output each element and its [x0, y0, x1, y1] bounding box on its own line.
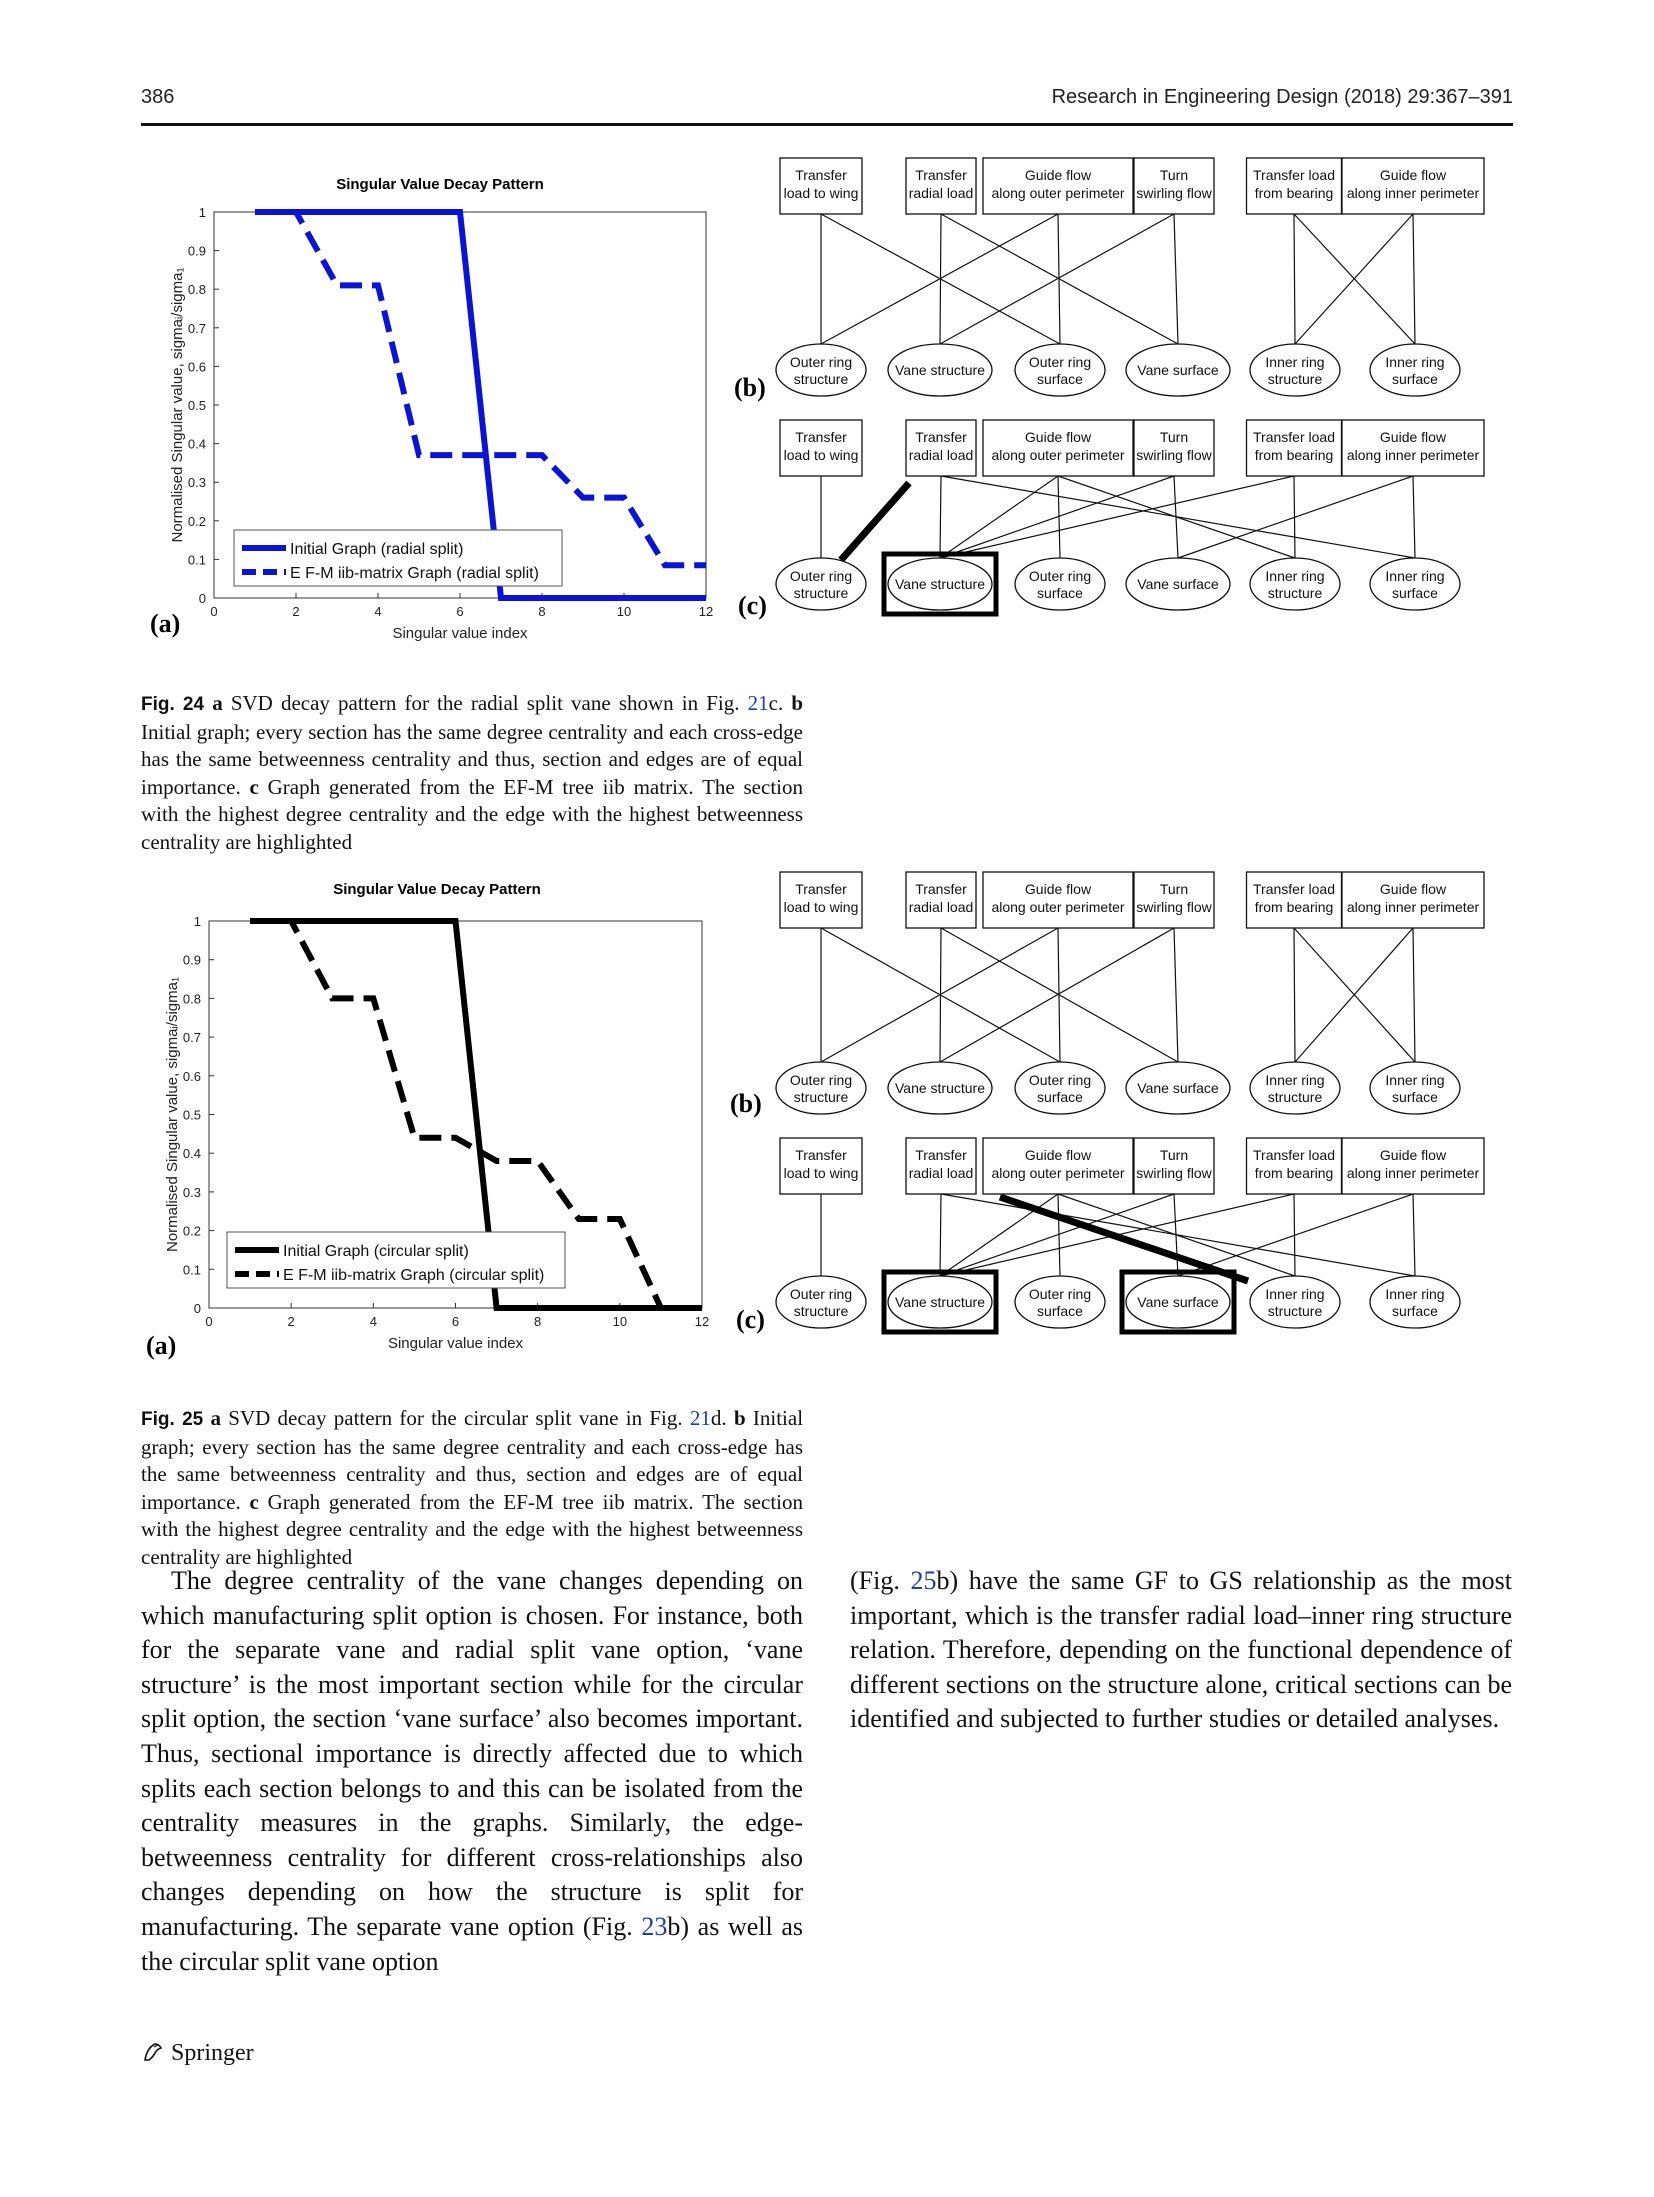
x-tick-label: 6 — [451, 1314, 460, 1329]
journal-citation: Research in Engineering Design (2018) 29:367–391 — [1051, 86, 1513, 108]
x-tick-label: 4 — [374, 604, 382, 619]
y-tick-label: 0.3 — [182, 1184, 201, 1200]
x-axis-label: Singular value index — [392, 625, 528, 642]
section-label: Outer ring — [1028, 568, 1092, 584]
section-label: Outer ring — [789, 1286, 853, 1302]
function-label: from bearing — [1254, 185, 1334, 201]
section-label: Vane structure — [894, 1080, 986, 1096]
caption-part-b: b — [791, 691, 804, 715]
springer-horse-icon — [141, 2040, 165, 2064]
graph-edge — [1413, 928, 1415, 1062]
fig25-efm-graph — [776, 1138, 1484, 1332]
function-label: along outer perimeter — [991, 1165, 1125, 1181]
function-label: Transfer load — [1253, 429, 1335, 445]
x-tick-label: 10 — [612, 1314, 628, 1329]
function-label: Transfer — [795, 167, 847, 183]
x-tick-label: 2 — [292, 604, 300, 619]
section-node — [776, 558, 866, 610]
fig24-initial-graph — [776, 158, 1484, 396]
figure-link[interactable]: 25 — [910, 1566, 937, 1595]
function-label: Transfer — [795, 429, 847, 445]
y-tick-label: 0.1 — [187, 552, 206, 568]
caption-text: d. — [710, 1406, 734, 1430]
graph-edge — [940, 1194, 1174, 1276]
section-label: structure — [1267, 1303, 1323, 1319]
body-paragraph-end: b) as well as the circular split vane option — [141, 1911, 803, 1976]
section-node — [1015, 344, 1105, 396]
section-label: surface — [1392, 371, 1438, 387]
function-label: from bearing — [1254, 447, 1334, 463]
y-tick-label: 0.9 — [182, 952, 201, 968]
section-label: structure — [1267, 371, 1323, 387]
x-tick-label: 12 — [694, 1314, 710, 1329]
fig24-caption — [141, 690, 803, 856]
graph-edge — [1174, 928, 1178, 1062]
header-rule — [141, 123, 1513, 126]
x-tick-label: 0 — [210, 604, 218, 619]
panel-label-c: (c) — [738, 591, 767, 620]
function-label: Turn — [1159, 167, 1189, 183]
graph-edge — [940, 214, 1174, 344]
section-label: Vane surface — [1137, 1294, 1219, 1310]
figure-link[interactable]: 23 — [641, 1911, 668, 1941]
fig25-chart — [140, 874, 730, 1364]
y-tick-label: 0.1 — [182, 1262, 201, 1278]
function-label: radial load — [908, 1165, 974, 1181]
function-label: Transfer — [915, 1147, 967, 1163]
y-tick-label: 0.2 — [187, 513, 206, 529]
graph-edge — [1178, 1194, 1413, 1276]
x-tick-label: 6 — [456, 604, 464, 619]
section-label: Vane structure — [894, 362, 986, 378]
section-label: Outer ring — [1028, 1072, 1092, 1088]
graph-edge — [940, 476, 1174, 558]
publisher-name: Springer — [171, 2040, 254, 2066]
legend-entry: Initial Graph (circular split) — [283, 1243, 469, 1260]
function-label: radial load — [908, 185, 974, 201]
graph-edge — [1174, 214, 1178, 344]
function-label: Transfer — [795, 1147, 847, 1163]
section-node — [776, 1062, 866, 1114]
panel-label-a: (a) — [146, 1331, 177, 1360]
function-label: swirling flow — [1136, 185, 1212, 201]
section-node — [1015, 1276, 1105, 1328]
section-label: structure — [793, 585, 849, 601]
function-label: Guide flow — [1379, 1147, 1447, 1163]
legend-entry: E F-M iib-matrix Graph (radial split) — [290, 565, 539, 582]
y-tick-label: 1 — [193, 914, 201, 929]
function-label: Transfer load — [1253, 881, 1335, 897]
function-label: along inner perimeter — [1346, 1165, 1480, 1181]
section-label: Vane surface — [1137, 1080, 1219, 1096]
graph-edge — [940, 928, 1174, 1062]
section-node — [1250, 1062, 1340, 1114]
page-number: 386 — [141, 86, 175, 108]
footer-publisher — [141, 2040, 254, 2067]
section-label: surface — [1392, 1089, 1438, 1105]
x-tick-label: 8 — [534, 1314, 542, 1329]
function-label: along outer perimeter — [991, 899, 1125, 915]
x-tick-label: 4 — [369, 1314, 377, 1329]
y-tick-label: 0.2 — [182, 1223, 201, 1239]
function-label: along inner perimeter — [1346, 899, 1480, 915]
function-label: along outer perimeter — [991, 447, 1125, 463]
fig25-graphs — [720, 866, 1510, 1346]
x-tick-label: 8 — [538, 604, 546, 619]
caption-label: Fig. 25 — [141, 1409, 204, 1430]
caption-text: SVD decay pattern for the radial split vane shown in Fig. — [230, 691, 748, 715]
y-axis-label: Normalised Singular value, sigmaᵢ/sigma₁ — [164, 976, 181, 1253]
fig24-graphs — [720, 152, 1510, 622]
section-node — [1250, 344, 1340, 396]
section-label: surface — [1037, 585, 1083, 601]
section-label: surface — [1037, 371, 1083, 387]
body-right-column — [850, 1564, 1512, 1737]
section-label: Vane structure — [894, 576, 986, 592]
fig24-efm-graph — [776, 420, 1484, 614]
caption-part-a: a — [212, 691, 223, 715]
graph-edge — [940, 1194, 1058, 1276]
function-label: Transfer — [915, 429, 967, 445]
x-tick-label: 2 — [287, 1314, 295, 1329]
fig24-chart — [140, 170, 730, 660]
section-label: structure — [793, 371, 849, 387]
function-label: Guide flow — [1024, 1147, 1092, 1163]
section-node — [776, 1276, 866, 1328]
chart-title: Singular Value Decay Pattern — [336, 176, 544, 193]
function-label: Transfer load — [1253, 167, 1335, 183]
y-tick-label: 0.4 — [182, 1146, 201, 1162]
function-label: radial load — [908, 447, 974, 463]
function-label: Guide flow — [1379, 429, 1447, 445]
section-label: Inner ring — [1265, 354, 1325, 370]
section-node — [1015, 558, 1105, 610]
chart-title: Singular Value Decay Pattern — [333, 881, 541, 898]
caption-label: Fig. 24 — [141, 694, 205, 715]
function-label: load to wing — [783, 185, 859, 201]
panel-label-b: (b) — [730, 1089, 762, 1118]
graph-edge — [1413, 1194, 1415, 1276]
function-label: Turn — [1159, 429, 1189, 445]
function-label: Guide flow — [1379, 881, 1447, 897]
graph-edge — [1413, 214, 1415, 344]
caption-text: Initial graph; every section has the same degree centrality and each cross-edge has the same betweenness centrality and thus, section and edges are of equal importance. — [141, 1406, 804, 1514]
section-label: Vane surface — [1137, 362, 1219, 378]
caption-text: c. — [768, 691, 792, 715]
highlighted-edge — [841, 483, 909, 560]
body-left-column — [141, 1564, 803, 1979]
y-tick-label: 0.6 — [187, 359, 206, 375]
function-label: from bearing — [1254, 899, 1334, 915]
y-tick-label: 0.5 — [182, 1107, 201, 1123]
figure-link[interactable]: 21 — [689, 1406, 711, 1430]
function-label: Guide flow — [1024, 429, 1092, 445]
section-label: Outer ring — [789, 354, 853, 370]
function-label: Transfer — [795, 881, 847, 897]
y-tick-label: 0.8 — [187, 282, 206, 298]
function-label: Guide flow — [1024, 167, 1092, 183]
y-tick-label: 0.8 — [182, 991, 201, 1007]
section-node — [1370, 558, 1460, 610]
legend-entry: Initial Graph (radial split) — [290, 541, 464, 558]
x-tick-label: 0 — [205, 1314, 213, 1329]
section-label: surface — [1037, 1303, 1083, 1319]
caption-part-c: c — [249, 774, 259, 799]
section-label: structure — [1267, 585, 1323, 601]
y-tick-label: 0.3 — [187, 475, 206, 491]
section-label: structure — [793, 1303, 849, 1319]
panel-label-a: (a) — [150, 609, 181, 638]
caption-text: Initial graph; every section has the same degree centrality and each cross-edge has the same betweenness centrality and thus, section and edges are of equal importance. — [141, 719, 803, 799]
graph-edge — [1413, 476, 1415, 558]
graph-edge — [940, 476, 941, 558]
function-label: along inner perimeter — [1346, 185, 1480, 201]
section-node — [1370, 344, 1460, 396]
section-label: Inner ring — [1385, 354, 1445, 370]
function-label: Guide flow — [1024, 881, 1092, 897]
function-label: Guide flow — [1379, 167, 1447, 183]
function-label: Transfer — [915, 881, 967, 897]
graph-edge — [1294, 214, 1295, 344]
graph-edge — [940, 1194, 941, 1276]
y-tick-label: 0.6 — [182, 1068, 201, 1084]
function-label: Turn — [1159, 1147, 1189, 1163]
y-tick-label: 1 — [198, 205, 206, 220]
x-tick-label: 12 — [698, 604, 714, 619]
y-tick-label: 0.9 — [187, 243, 206, 259]
section-label: Outer ring — [789, 568, 853, 584]
graph-edge — [1294, 928, 1295, 1062]
function-label: load to wing — [783, 1165, 859, 1181]
fig25-caption — [141, 1405, 803, 1571]
section-label: Outer ring — [1028, 354, 1092, 370]
fig24-plot-area — [169, 205, 713, 642]
panel-label-b: (b) — [734, 373, 766, 402]
function-label: swirling flow — [1136, 899, 1212, 915]
caption-text: Graph generated from the EF-M tree iib matrix. The section with the highest degree centrality and the edge with the highest betweenness centrality are highlighted — [141, 774, 803, 854]
highlighted-edge — [1000, 1197, 1248, 1281]
function-label: from bearing — [1254, 1165, 1334, 1181]
function-label: Transfer — [915, 167, 967, 183]
section-label: Inner ring — [1385, 1072, 1445, 1088]
section-label: Inner ring — [1385, 568, 1445, 584]
legend-entry: E F-M iib-matrix Graph (circular split) — [283, 1267, 545, 1284]
function-label: radial load — [908, 899, 974, 915]
caption-part-a: a — [210, 1406, 221, 1430]
y-tick-label: 0.7 — [187, 320, 206, 336]
section-label: Inner ring — [1265, 1286, 1325, 1302]
section-node — [1250, 1276, 1340, 1328]
body-paragraph-end: b) have the same GF to GS relationship as the most important, which is the transfer radial load–inner ring structure relation. Therefore, depending on the functional dependence of different sections on the structure alone, critical sections can be identified and subjected to further studies or detailed analyses. — [850, 1566, 1513, 1734]
function-label: swirling flow — [1136, 1165, 1212, 1181]
fig25-initial-graph — [776, 872, 1484, 1114]
x-axis-label: Singular value index — [387, 1335, 524, 1352]
graph-edge — [940, 476, 1294, 558]
caption-part-b: b — [733, 1406, 746, 1430]
function-label: Turn — [1159, 881, 1189, 897]
caption-text: SVD decay pattern for the circular split vane in Fig. — [228, 1406, 690, 1430]
body-paragraph: (Fig. — [850, 1566, 911, 1595]
section-label: surface — [1392, 585, 1438, 601]
function-label: load to wing — [783, 447, 859, 463]
section-node — [1370, 1062, 1460, 1114]
section-node — [776, 344, 866, 396]
function-label: swirling flow — [1136, 447, 1212, 463]
function-label: load to wing — [783, 899, 859, 915]
caption-part-c: c — [249, 1489, 259, 1514]
section-label: Inner ring — [1385, 1286, 1445, 1302]
section-label: structure — [1267, 1089, 1323, 1105]
section-label: surface — [1037, 1089, 1083, 1105]
y-tick-label: 0 — [193, 1301, 201, 1316]
section-label: Outer ring — [789, 1072, 853, 1088]
function-label: along outer perimeter — [991, 185, 1125, 201]
section-node — [1015, 1062, 1105, 1114]
section-label: surface — [1392, 1303, 1438, 1319]
section-label: Inner ring — [1265, 568, 1325, 584]
graph-edge — [1178, 476, 1413, 558]
section-node — [1370, 1276, 1460, 1328]
y-tick-label: 0.5 — [187, 398, 206, 413]
fig25-plot-area — [164, 914, 709, 1352]
function-label: along inner perimeter — [1346, 447, 1480, 463]
x-tick-label: 10 — [616, 604, 632, 619]
panel-label-c: (c) — [736, 1305, 765, 1334]
caption-text: Graph generated from the EF-M tree iib matrix. The section with the highest degree centrality and the edge with the highest betweenness centrality are highlighted — [141, 1489, 803, 1569]
y-tick-label: 0.4 — [187, 436, 206, 452]
section-label: Inner ring — [1265, 1072, 1325, 1088]
section-node — [1250, 558, 1340, 610]
section-label: structure — [793, 1089, 849, 1105]
function-label: Transfer load — [1253, 1147, 1335, 1163]
body-paragraph: The degree centrality of the vane changes depending on which manufacturing split option is chosen. For instance, both for the separate vane and radial split vane option, ‘vane structure’ is the most important section while for the circular split option, the section ‘vane surface’ also becomes important. Thus, sectional importance is directly affected due to which splits each section belongs to and this can be isolated from the centrality measures in the graphs. Similarly, the edge-betweenness centrality for different cross-relationships also changes depending on how the structure is split for manufacturing. The separate vane option (Fig. — [141, 1566, 803, 1941]
section-label: Vane surface — [1137, 576, 1219, 592]
section-label: Vane structure — [894, 1294, 986, 1310]
y-axis-label: Normalised Singular value, sigmaᵢ/sigma₁ — [169, 267, 186, 543]
y-tick-label: 0 — [198, 591, 206, 606]
section-label: Outer ring — [1028, 1286, 1092, 1302]
graph-edge — [940, 476, 1058, 558]
y-tick-label: 0.7 — [182, 1030, 201, 1046]
figure-link[interactable]: 21 — [747, 691, 769, 715]
